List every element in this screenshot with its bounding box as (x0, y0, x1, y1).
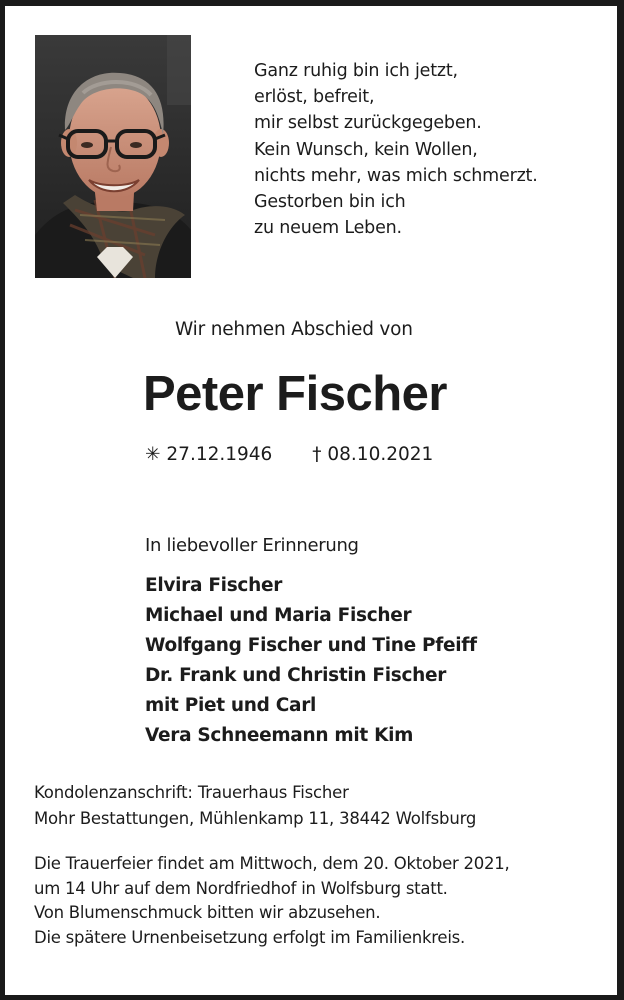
poem-line: erlöst, befreit, (254, 87, 375, 108)
notice-line: Die spätere Urnenbeisetzung erfolgt im Familienkreis. (34, 927, 466, 947)
mourners-list (145, 571, 477, 751)
notice-line: um 14 Uhr auf dem Nordfriedhof in Wolfsburg statt. (34, 878, 448, 898)
death-date: 08.10.2021 (327, 444, 434, 465)
birth-star-icon: ✳ (145, 444, 161, 465)
death-cross-icon: † (312, 444, 322, 465)
mourner: Michael und Maria Fischer (145, 605, 412, 626)
poem-line: Ganz ruhig bin ich jetzt, (254, 61, 458, 81)
notice-line: Die Trauerfeier findet am Mittwoch, dem 20. Oktober 2021, (34, 854, 510, 873)
death-date-group (312, 444, 433, 465)
notice-line: Von Blumenschmuck bitten wir abzusehen. (34, 903, 381, 922)
birth-date-group (145, 444, 272, 465)
mourner: mit Piet und Carl (145, 695, 317, 716)
deceased-name: Peter Fischer (143, 367, 447, 421)
life-dates (145, 444, 433, 465)
address-line: Mohr Bestattungen, Mühlenkamp 11, 38442 Wolfsburg (34, 809, 477, 828)
portrait-image (35, 35, 191, 278)
poem-line: Kein Wunsch, kein Wollen, (254, 139, 478, 160)
poem-line: zu neuem Leben. (254, 218, 402, 239)
portrait-photo (35, 35, 191, 278)
address-line: Kondolenzanschrift: Trauerhaus Fischer (34, 783, 349, 802)
memory-heading: In liebevoller Erinnerung (145, 535, 359, 556)
birth-date: 27.12.1946 (166, 444, 273, 465)
poem-line: mir selbst zurückgegeben. (254, 113, 482, 134)
mourner: Wolfgang Fischer und Tine Pfeiff (145, 635, 477, 656)
mourner: Vera Schneemann mit Kim (145, 725, 414, 746)
mourner: Elvira Fischer (145, 575, 283, 596)
poem (254, 58, 538, 241)
funeral-notice (34, 852, 510, 950)
obituary-notice (5, 6, 617, 995)
poem-line: nichts mehr, was mich schmerzt. (254, 165, 538, 186)
condolence-address (34, 780, 476, 832)
mourner: Dr. Frank und Christin Fischer (145, 665, 447, 686)
poem-line: Gestorben bin ich (254, 192, 406, 213)
farewell-intro: Wir nehmen Abschied von (175, 319, 413, 340)
